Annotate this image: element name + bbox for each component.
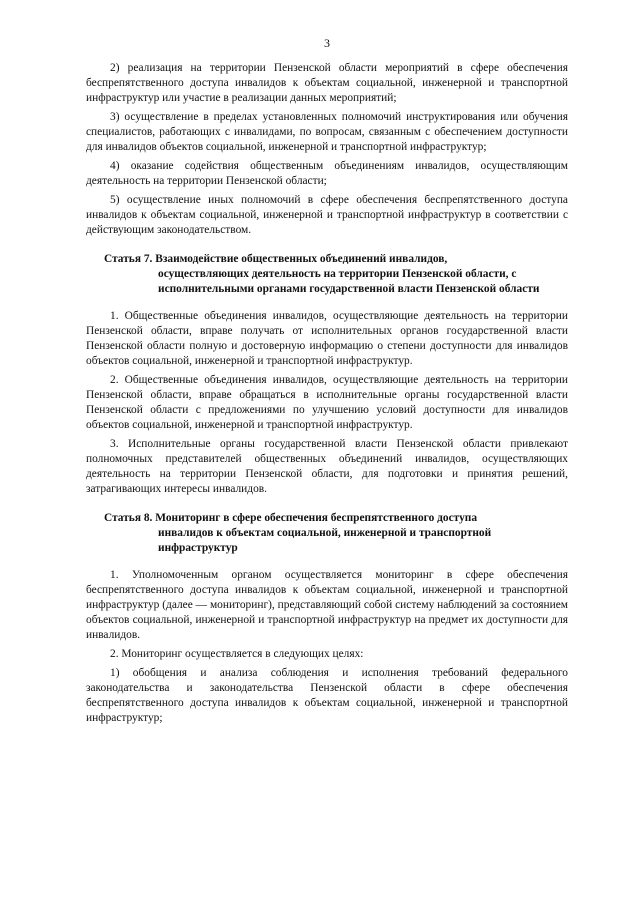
article-8-paragraph: 1. Уполномоченным органом осуществляется мониторинг в сфере обеспечения беспрепятственного доступа инвалидов к объектам социальной, инженерной и транспортной инфраструктур (далее — мониторинг), представляющий собой систему наблюдений за состоянием объектов социальной, инженерной и транспортной инфраструктур на предмет их доступности для инвалидов.	[86, 569, 568, 641]
article-8-heading-rest: инвалидов к объектам социальной, инженерной и транспортной инфраструктур	[158, 527, 492, 554]
article-8-paragraph: 1) обобщения и анализа соблюдения и исполнения требований федерального законодательства и законодательства Пензенской области в сфере обеспечения беспрепятственного доступа инвалидов к объектам социальной, инженерной и транспортной инфраструктур;	[86, 667, 568, 724]
list-item: 3) осуществление в пределах установленных полномочий инструктирования или обучения специалистов, работающих с инвалидами, по вопросам, связанным с обеспечением доступности для инвалидов объектов социальной, инженерной и транспортной инфраструктур;	[86, 111, 568, 153]
document-page	[86, 36, 568, 730]
article-7-heading-rest: осуществляющих деятельность на территории Пензенской области, с исполнительными органами государственной власти Пензенской области	[158, 268, 540, 295]
page-number: 3	[324, 36, 330, 50]
list-item: 2) реализация на территории Пензенской области мероприятий в сфере обеспечения беспрепятственного доступа инвалидов к объектам социальной, инженерной и транспортной инфраструктур или участие в реализации данных мероприятий;	[86, 62, 568, 104]
list-item: 4) оказание содействия общественным объединениям инвалидов, осуществляющим деятельность на территории Пензенской области;	[86, 160, 568, 187]
article-7-heading	[86, 252, 568, 297]
article-8-heading	[86, 511, 568, 556]
list-item: 5) осуществление иных полномочий в сфере обеспечения беспрепятственного доступа инвалидов к объектам социальной, инженерной и транспортной инфраструктур в соответствии с действующим законодательством.	[86, 194, 568, 236]
article-7-heading-line1: Статья 7. Взаимодействие общественных объединений инвалидов,	[104, 253, 448, 265]
article-7-paragraph: 1. Общественные объединения инвалидов, осуществляющие деятельность на территории Пензенской области, вправе получать от исполнительных органов государственной власти Пензенской области полную и достоверную информацию о степени доступности для инвалидов объектов социальной, инженерной и транспортной инфраструктур.	[86, 310, 568, 367]
article-7-paragraph: 2. Общественные объединения инвалидов, осуществляющие деятельность на территории Пензенской области, вправе обращаться в исполнительные органы государственной власти Пензенской области с предложениями по улучшению условий доступности для инвалидов объектов социальной, инженерной и транспортной инфраструктур.	[86, 374, 568, 431]
article-8-heading-line1: Статья 8. Мониторинг в сфере обеспечения беспрепятственного доступа	[104, 512, 478, 524]
article-8-paragraph: 2. Мониторинг осуществляется в следующих целях:	[110, 648, 364, 660]
article-7-paragraph: 3. Исполнительные органы государственной власти Пензенской области привлекают полномочных представителей общественных объединений инвалидов, осуществляющих деятельность на территории Пензенской области, для подготовки и принятия решений, затрагивающих интересы инвалидов.	[86, 438, 568, 495]
